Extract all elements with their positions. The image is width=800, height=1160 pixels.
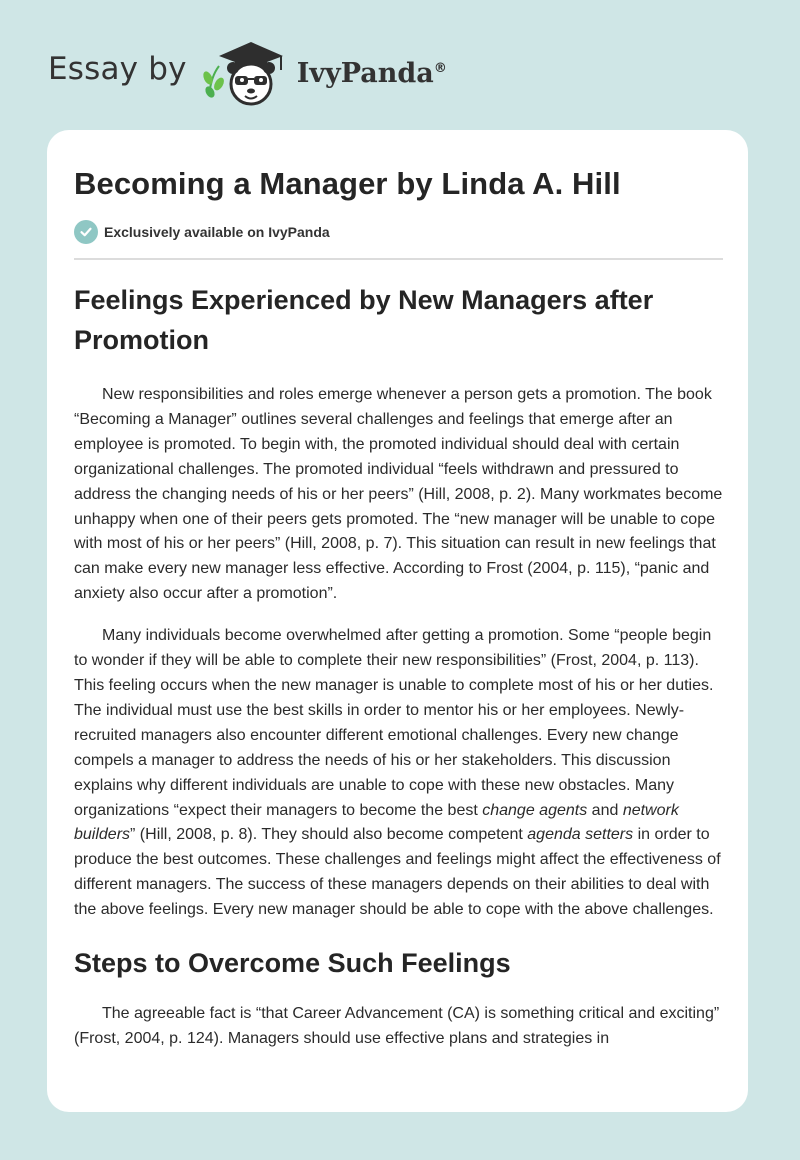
panda-graduate-logo-icon [199,34,295,110]
brand-prefix: Essay by [48,51,187,87]
brand-name: IvyPanda® [296,57,447,89]
paragraph: The agreeable fact is “that Career Advancement (CA) is something critical and exciting” (Frost, 2004, p. 124). Managers should use effective plans and strategies in [74,1005,720,1047]
section-heading: Feelings Experienced by New Managers after Promotion [74,285,654,355]
paragraph: New responsibilities and roles emerge whenever a person gets a promotion. The book “Becoming a Manager” outlines several challenges and feelings that emerge after an employee is promoted. To begin with, the promoted individual should deal with certain organizational challenges. The promoted individual “feels withdrawn and pressured to address the changing needs of his or her peers” (Hill, 2008, p. 2). Many workmates become unhappy when one of their peers gets promoted. The “new manager will be unable to cope with most of his or her peers” (Hill, 2008, p. 7). This situation can result in new feelings that can make every new manager less effective. According to Frost (2004, p. 115), “panic and anxiety also occur after a promotion”. [74,386,723,603]
emphasis: agenda setters [527,826,634,844]
site-brand[interactable] [48,34,447,110]
emphasis: change agents [482,801,588,819]
exclusive-badge [74,220,723,244]
paragraph: Many individuals become overwhelmed after getting a promotion. Some “people begin to wonder if they will be able to complete their new responsibilities” (Frost, 2004, p. 113). This feeling occurs when the new manager is unable to complete most of his or her duties. The individual must use the best skills in order to mentor his or her employees. Newly-recruited managers also encounter different emotional challenges. Every new change compels a manager to address the needs of his or her stakeholders. This discussion explains why different individuals are unable to cope with these new obstacles. Many organizations “expect their managers to become the best change agents and network builders” (Hill, 2008, p. 8). They should also become competent agenda setters in order to produce the best outcomes. These challenges and feelings might affect the effectiveness of different managers. The success of these managers depends on their abilities to deal with the above feelings. Every new manager should be able to cope with the above challenges. [74,627,721,919]
section-heading: Steps to Overcome Such Feelings [74,948,511,979]
check-circle-icon [74,220,98,244]
exclusive-badge-label: Exclusively available on IvyPanda [104,224,330,240]
essay-card [47,130,748,1112]
divider [74,258,723,260]
emphasis: network builders [74,801,679,844]
page-title: Becoming a Manager by Linda A. Hill [74,166,621,201]
